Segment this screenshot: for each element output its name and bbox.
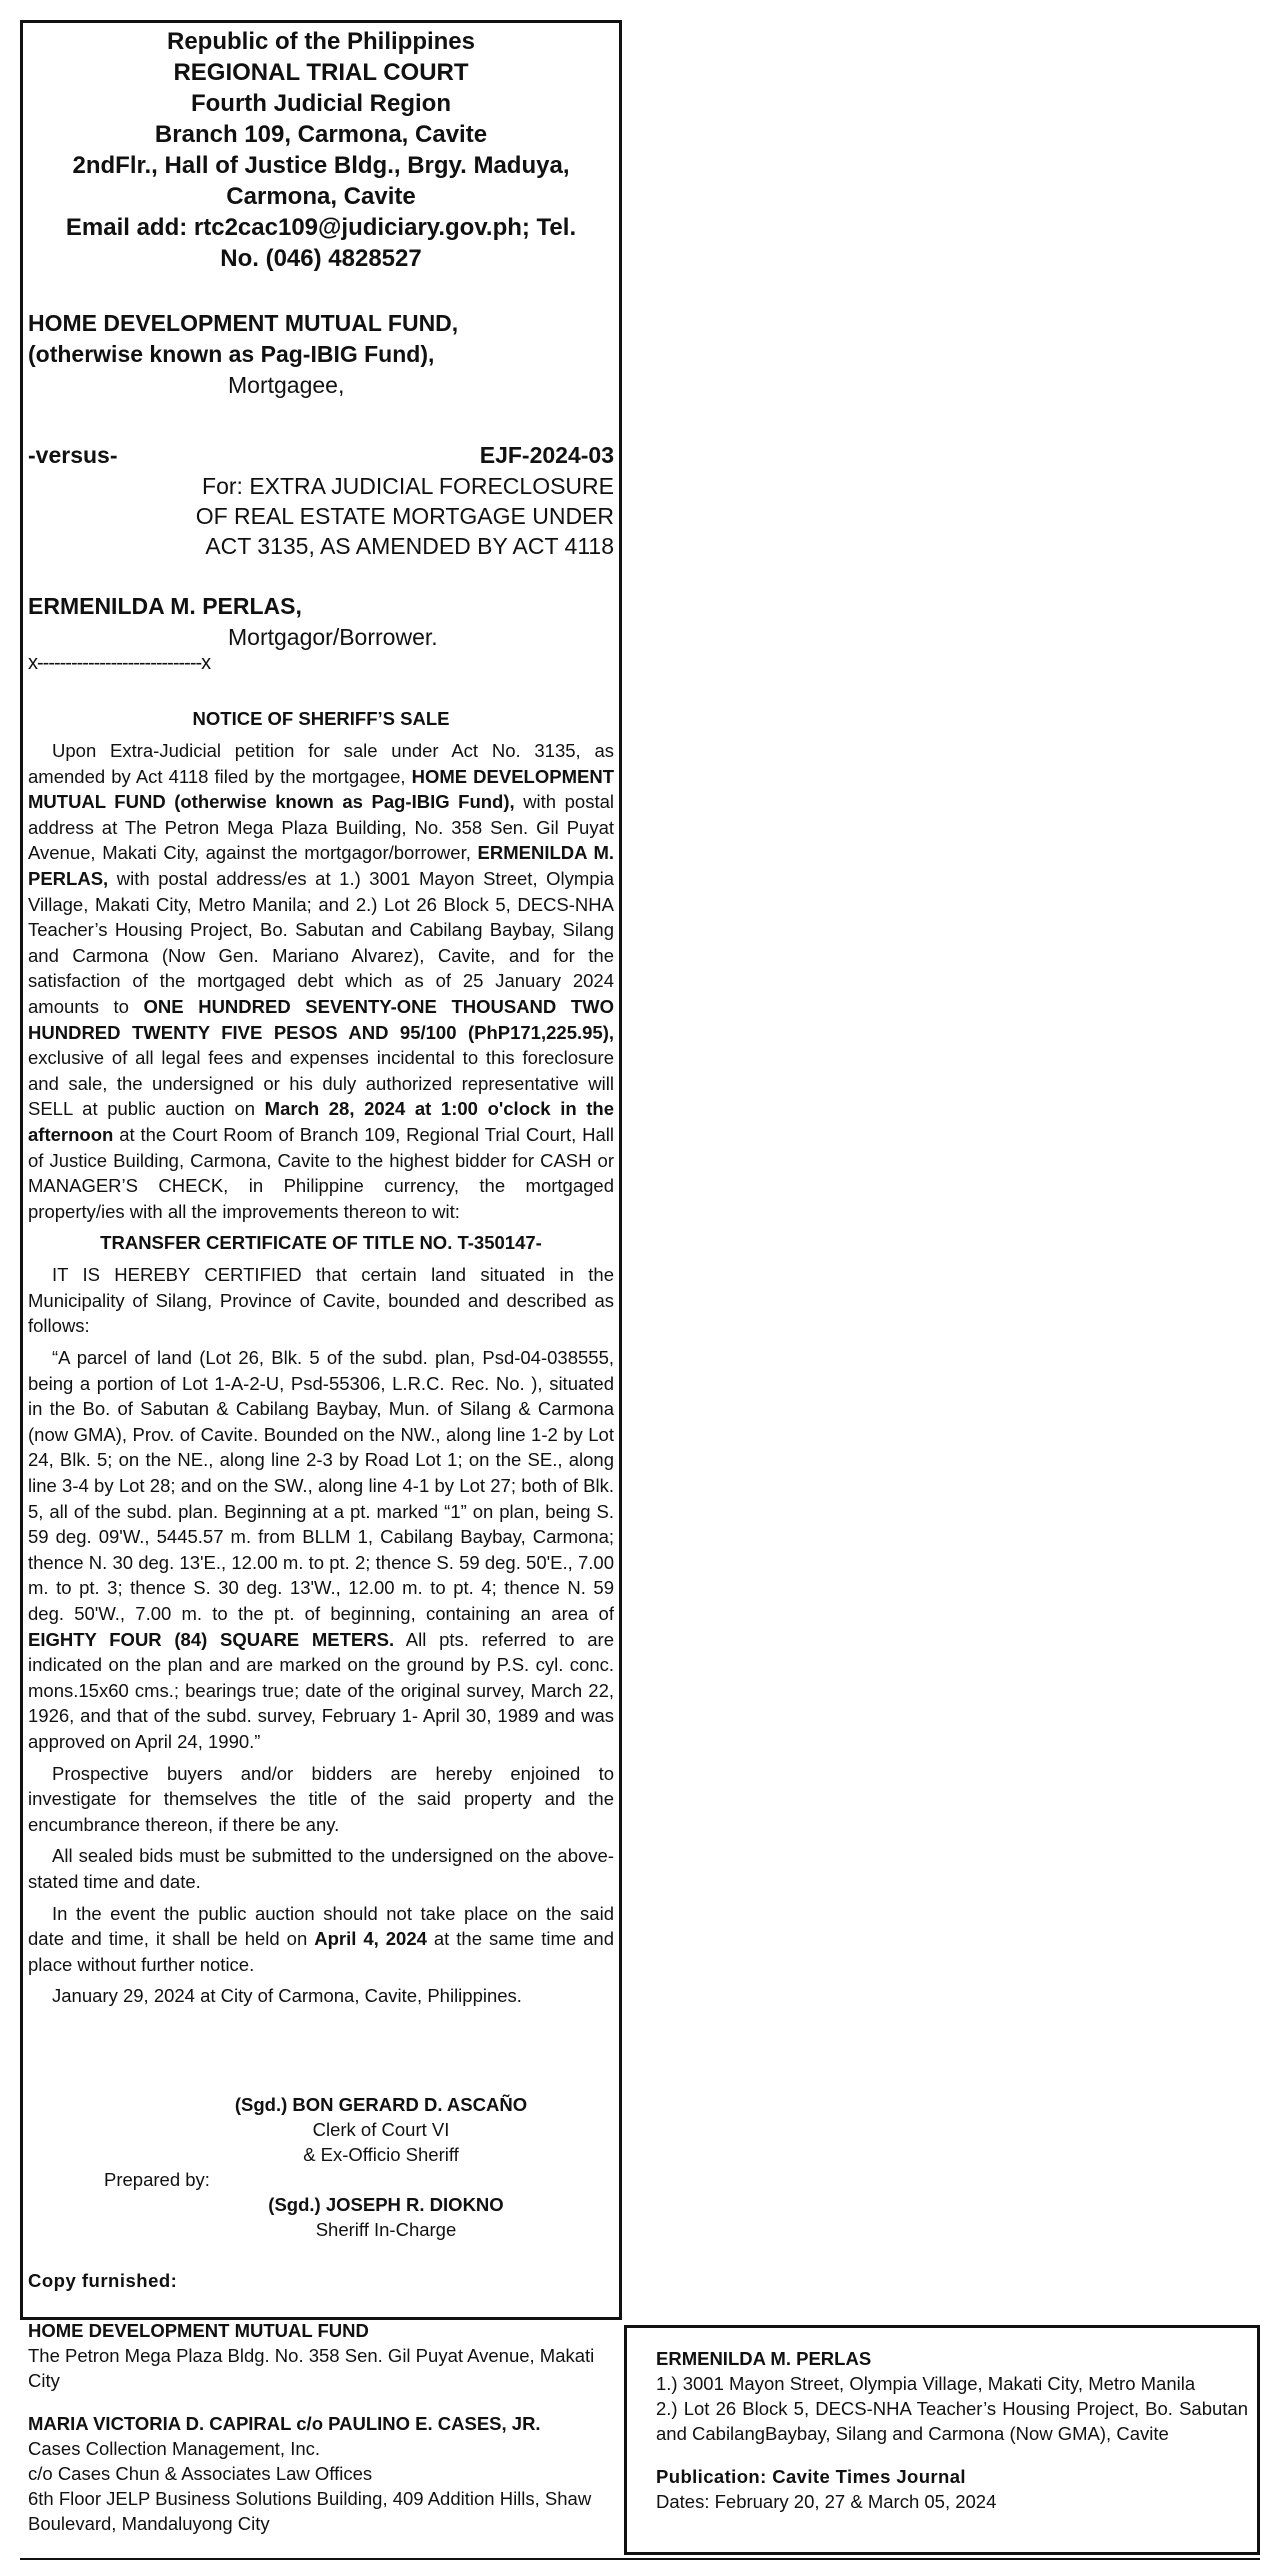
mortgagee-role: Mortgagee, — [228, 372, 345, 398]
paragraph-sealed-bids: All sealed bids must be submitted to the undersigned on the above-stated time and date. — [28, 1845, 614, 1892]
header-line: Fourth Judicial Region — [190, 90, 451, 117]
paragraph-buyers: Prospective buyers and/or bidders are hereby enjoined to investigate for themselves the title of the said property and the encumbrance thereon, if there be any. — [28, 1762, 614, 1835]
notice-title: NOTICE OF SHERIFF’S SALE — [192, 708, 450, 729]
preparer-title: Sheriff In-Charge — [315, 2219, 457, 2240]
publication-dates: Dates: February 20, 27 & March 05, 2024 — [656, 2491, 997, 2512]
paragraph-certified: IT IS HEREBY CERTIFIED that certain land situated in the Municipality of Silang, Province of Cavite, bounded and described as follows: — [28, 1264, 614, 1337]
case-number: EJF-2024-03 — [479, 442, 614, 468]
paragraph-land-description: “A parcel of land (Lot 26, Blk. 5 of the subd. plan, Psd-04-038555, being a portion of Lot 1-A-2-U, Psd-55306, L.R.C. Rec. No. ), situated in the Bo. of Sabutan & Cabilang Baybay, Mun. of Silang & Carmona (now GMA), Prov. of Cavite. Bounded on the NW., along line 1-2 by Lot 24, Blk. 5; on the NE., along line 2-3 by Road Lot 1; on the SE., along line 3-4 by Lot 28; and on the SW., along line 4-1 by Lot 27; both of Blk. 5, all of the subd. plan. Beginning at a pt. marked “1” on plan, being S. 59 deg. 09'W., 5445.57 m. from BLLM 1, Cabilang Baybay, Carmona; thence N. 30 deg. 13'E., 12.00 m. to pt. 2; thence S. 59 deg. 50'E., 7.00 m. to pt. 3; thence S. 30 deg. 13'W., 12.00 m. to pt. 4; thence N. 59 deg. 50'W., 7.00 m. to the pt. of beginning, containing an area of EIGHTY FOUR (84) SQUARE METERS. All pts. referred to are indicated on the plan and are marked on the ground by P.S. cyl. conc. mons.15x60 cms.; bearings true; date of the original survey, March 22, 1926, and that of the subd. survey, February 1- April 30, 1989 and was approved on April 24, 1990.” — [28, 1347, 614, 1752]
versus-label: -versus- — [28, 442, 118, 468]
header-line: No. (046) 4828527 — [220, 245, 422, 272]
sheriff-title: Clerk of Court VI — [312, 2119, 450, 2140]
header-line: 2ndFlr., Hall of Justice Bldg., Brgy. Maduya, — [72, 152, 570, 179]
signature-block — [28, 2092, 614, 2242]
mortgagor-name: ERMENILDA M. PERLAS, — [28, 593, 302, 619]
case-caption — [28, 308, 614, 674]
notice-body — [28, 700, 614, 2015]
recipient-address: c/o Cases Chun & Associates Law Offices — [28, 2463, 373, 2484]
header-line: Branch 109, Carmona, Cavite — [154, 121, 488, 148]
copy-furnished-list — [28, 2318, 614, 2536]
tct-title: TRANSFER CERTIFICATE OF TITLE NO. T-350147- — [100, 1232, 542, 1254]
addressee-block — [656, 2346, 1248, 2514]
header-line: Carmona, Cavite — [226, 183, 416, 210]
addressee-name: ERMENILDA M. PERLAS — [656, 2348, 872, 2369]
paragraph-reschedule: In the event the public auction should not take place on the said date and time, it shall be held on April 4, 2024 at the same time and place without further notice. — [28, 1902, 614, 1975]
copy-furnished-heading: Copy furnished: — [28, 2270, 178, 2291]
sheriff-title: & Ex-Officio Sheriff — [303, 2144, 459, 2165]
case-subject-line: ACT 3135, AS AMENDED BY ACT 4118 — [205, 533, 614, 559]
court-header — [28, 26, 614, 274]
paragraph-petition: Upon Extra-Judicial petition for sale under Act No. 3135, as amended by Act 4118 filed by the mortgagee, HOME DEVELOPMENT MUTUAL FUND (otherwise known as Pag-IBIG Fund), with postal address at The Petron Mega Plaza Building, No. 358 Sen. Gil Puyat Avenue, Makati City, against the mortgagor/borrower, ERMENILDA M. PERLAS, with postal address/es at 1.) 3001 Mayon Street, Olympia Village, Makati City, Metro Manila; and 2.) Lot 26 Block 5, DECS-NHA Teacher’s Housing Project, Bo. Sabutan and Cabilang Baybay, Silang and Carmona (Now Gen. Mariano Alvarez), Cavite, and for the satisfaction of the mortgaged debt which as of 25 January 2024 amounts to ONE HUNDRED SEVENTY-ONE THOUSAND TWO HUNDRED TWENTY FIVE PESOS AND 95/100 (PhP171,225.95), exclusive of all legal fees and expenses incidental to this foreclosure and sale, the undersigned or his duly authorized representative will SELL at public auction on March 28, 2024 at 1:00 o'clock in the afternoon at the Court Room of Branch 109, Regional Trial Court, Hall of Justice Building, Carmona, Cavite to the highest bidder for CASH or MANAGER’S CHECK, in Philippine currency, the mortgaged property/ies with all the improvements thereon to wit: — [28, 740, 615, 1222]
case-subject-line: OF REAL ESTATE MORTGAGE UNDER — [195, 503, 614, 529]
mortgagee-name: HOME DEVELOPMENT MUTUAL FUND, — [28, 310, 459, 336]
case-subject-line: For: EXTRA JUDICIAL FORECLOSURE — [202, 473, 614, 499]
versus-row — [28, 440, 614, 471]
addressee-address: 1.) 3001 Mayon Street, Olympia Village, Makati City, Metro Manila — [656, 2373, 1196, 2394]
paragraph-date-place: January 29, 2024 at City of Carmona, Cavite, Philippines. — [52, 1985, 522, 2007]
separator-line: x-----------------------------x — [28, 652, 211, 674]
publication-label: Publication: Cavite Times Journal — [656, 2466, 966, 2487]
recipient-name: MARIA VICTORIA D. CAPIRAL c/o PAULINO E. CASES, JR. — [28, 2413, 541, 2434]
mortgagee-aka: (otherwise known as Pag-IBIG Fund), — [28, 341, 435, 367]
addressee-address: 2.) Lot 26 Block 5, DECS-NHA Teacher’s Housing Project, Bo. Sabutan and CabilangBaybay, Silang and Carmona (Now GMA), Cavite — [656, 2398, 1248, 2444]
preparer-name: (Sgd.) JOSEPH R. DIOKNO — [268, 2194, 504, 2215]
sheriff-name: (Sgd.) BON GERARD D. ASCAÑO — [234, 2094, 528, 2115]
case-subject — [28, 471, 614, 561]
header-line: REGIONAL TRIAL COURT — [173, 59, 469, 86]
recipient-address: The Petron Mega Plaza Bldg. No. 358 Sen. Gil Puyat Avenue, Makati City — [28, 2345, 595, 2391]
header-line: Republic of the Philippines — [166, 28, 475, 55]
prepared-by-label: Prepared by: — [104, 2169, 210, 2190]
recipient-name: HOME DEVELOPMENT MUTUAL FUND — [28, 2320, 369, 2341]
header-line: Email add: rtc2cac109@judiciary.gov.ph; Tel. — [65, 214, 577, 241]
recipient-address: Cases Collection Management, Inc. — [28, 2438, 321, 2459]
recipient-address: 6th Floor JELP Business Solutions Building, 409 Addition Hills, Shaw Boulevard, Mandaluyong City — [28, 2488, 592, 2534]
mortgagor-role: Mortgagor/Borrower. — [228, 624, 438, 650]
